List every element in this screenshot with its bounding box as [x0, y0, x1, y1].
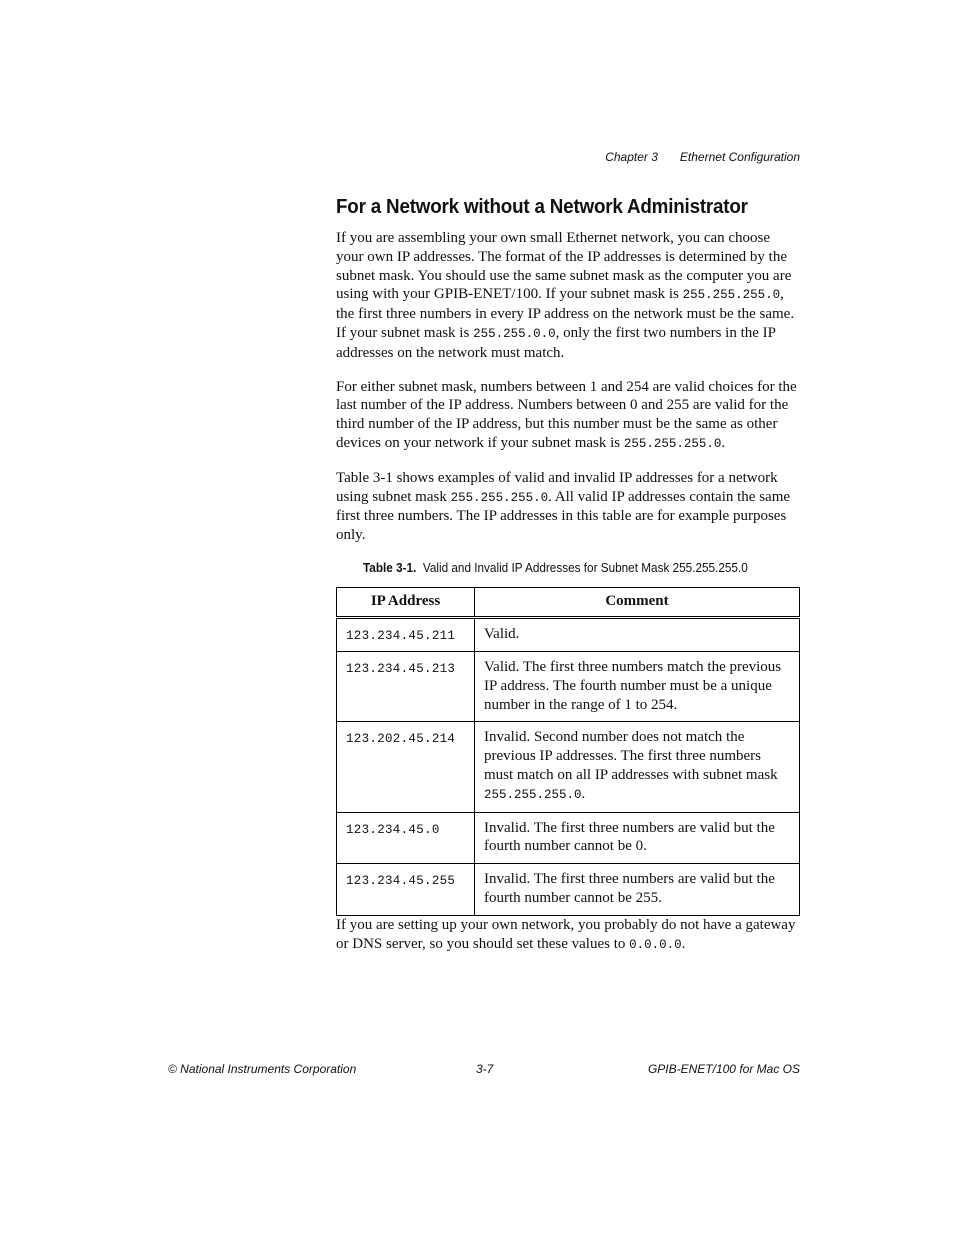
table-row [337, 812, 800, 864]
comment-text-end: . [581, 785, 586, 802]
table-caption-number: Table 3-1. [363, 560, 417, 575]
paragraph-2 [336, 378, 800, 454]
subnet-mask-code: 255.255.255.0 [450, 490, 549, 505]
paragraph-text: . All valid IP addresses contain the same first three numbers. The IP addresses in this table are for example purposes only. [336, 488, 791, 544]
ip-address-cell [337, 722, 475, 812]
footer-copyright: © National Instruments Corporation [168, 1062, 357, 1076]
running-header [0, 150, 800, 164]
ip-address: 123.234.45.0 [346, 822, 440, 837]
column-header-comment: Comment [475, 587, 800, 617]
table-caption [363, 561, 774, 575]
ip-address-cell [337, 617, 475, 651]
ip-address: 123.234.45.211 [346, 628, 456, 643]
paragraph-text: For either subnet mask, numbers between 1 and 254 are valid choices for the last number of the IP address. Numbers between 0 and 255 are valid for the third number of the IP address, but this number must be the same as other devices on your network if your subnet mask is [336, 378, 797, 451]
table-caption-text: Valid and Invalid IP Addresses for Subnet Mask 255.255.255.0 [422, 560, 748, 575]
ip-address-cell [337, 864, 475, 916]
ip-address-cell [337, 812, 475, 864]
main-content [336, 196, 800, 969]
subnet-mask-code: 255.255.0.0 [473, 326, 556, 341]
comment-text: Valid. [484, 625, 520, 642]
footer-page-number: 3-7 [476, 1062, 494, 1076]
ip-address: 123.202.45.214 [346, 732, 456, 747]
ip-value-code: 0.0.0.0 [629, 937, 682, 952]
paragraph-text: , the first three numbers in every IP address on the network must be the same. If your subnet mask is [336, 286, 795, 341]
comment-text: Invalid. Second number does not match the previous IP addresses. The first three numbers must match on all IP addresses with subnet mask [484, 729, 778, 783]
section-title: For a Network without a Network Administrator [336, 196, 748, 218]
comment-cell [475, 722, 800, 812]
table-header-row [337, 587, 800, 617]
header-chapter: Chapter 3 [605, 150, 658, 164]
column-header-ip-address: IP Address [337, 587, 475, 617]
table-row [337, 617, 800, 651]
paragraph-text: If you are setting up your own network, you probably do not have a gateway or DNS server, so you should set these values to [336, 916, 796, 952]
ip-address: 123.234.45.255 [346, 874, 456, 889]
subnet-mask-code: 255.255.255.0 [682, 288, 781, 303]
header-title: Ethernet Configuration [679, 150, 800, 164]
ip-address-cell [337, 651, 475, 721]
table-row [337, 651, 800, 721]
paragraph-text: . [721, 434, 726, 451]
comment-cell [475, 617, 800, 651]
comment-cell [475, 864, 800, 916]
paragraph-text: If you are assembling your own small Ethernet network, you can choose your own IP addresses. The format of the IP addresses is determined by the subnet mask. You should use the same subnet mask as the computer you are using with your GPIB-ENET/100. If your subnet mask is [336, 230, 792, 303]
paragraph-text: , only the first two numbers in the IP addresses on the network must match. [336, 324, 776, 361]
table-row [337, 864, 800, 916]
paragraph-3 [336, 469, 800, 545]
paragraph-text: . [681, 935, 686, 952]
comment-cell [475, 812, 800, 864]
comment-text: Invalid. The first three numbers are valid but the fourth number cannot be 255. [484, 871, 775, 906]
table-row [337, 722, 800, 812]
ip-address: 123.234.45.213 [346, 661, 456, 676]
comment-text: Valid. The first three numbers match the previous IP address. The fourth number must be a unique number in the range of 1 to 254. [484, 658, 782, 713]
subnet-mask-code: 255.255.255.0 [484, 787, 582, 802]
footer-product: GPIB-ENET/100 for Mac OS [647, 1062, 800, 1076]
ip-address-table [336, 587, 800, 916]
paragraph-1 [336, 229, 800, 363]
paragraph-text: Table 3-1 shows examples of valid and invalid IP addresses for a network using subnet mask [336, 469, 778, 505]
comment-text: Invalid. The first three numbers are valid but the fourth number cannot be 0. [484, 819, 775, 855]
comment-cell [475, 651, 800, 721]
subnet-mask-code: 255.255.255.0 [623, 436, 722, 451]
paragraph-4 [336, 916, 800, 955]
